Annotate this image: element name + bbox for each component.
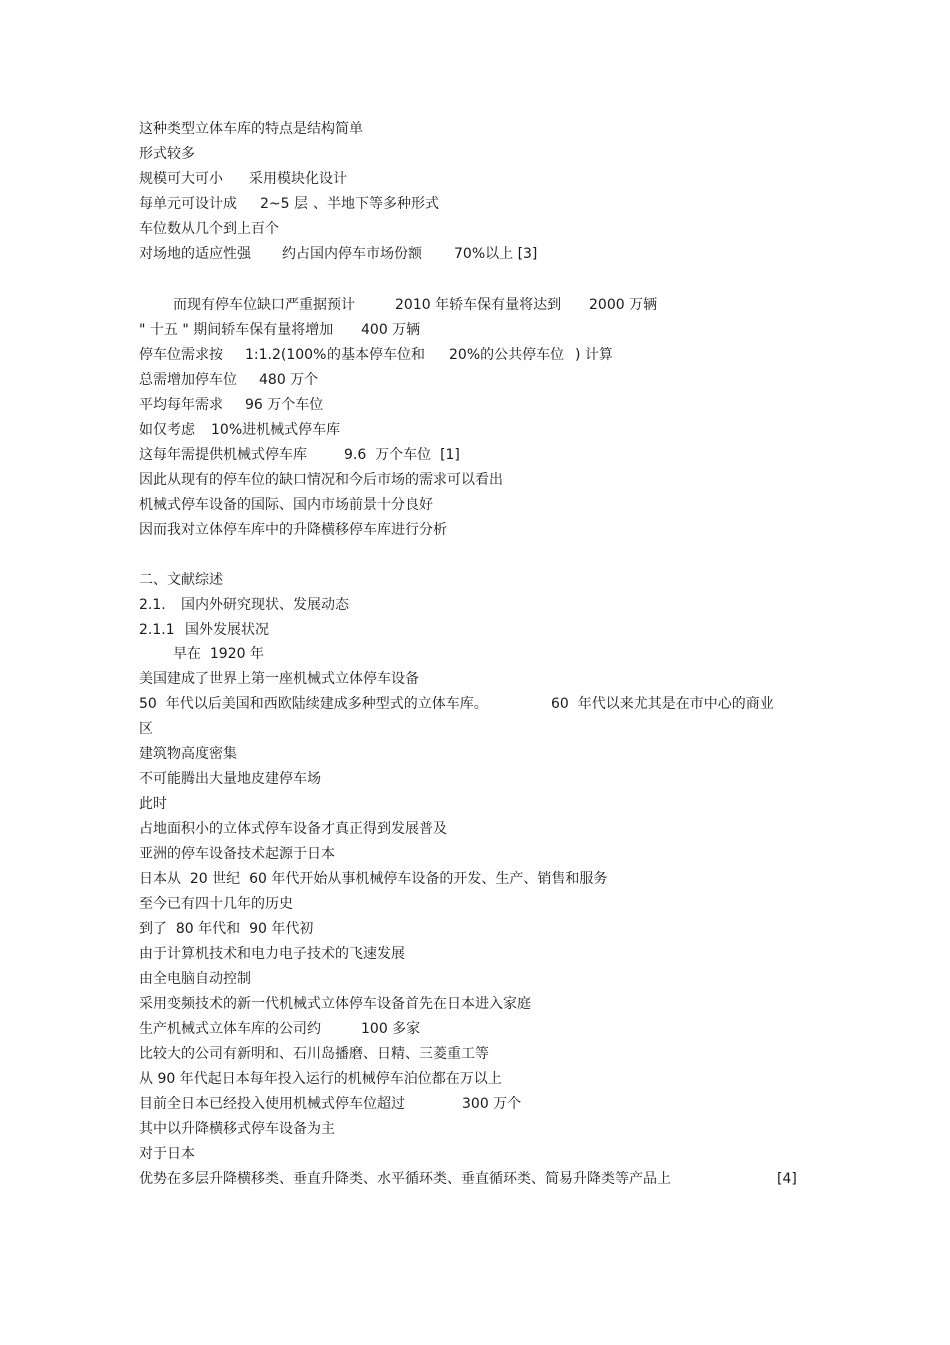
text-segment: 2000 万辆	[589, 297, 658, 313]
text-segment: 300 万个	[462, 1096, 522, 1112]
text-segment: 的基本停车位和	[327, 347, 425, 363]
text-segment: 到了 80 年代和 90 年代初	[139, 921, 314, 937]
text-segment: 建筑物高度密集	[139, 746, 237, 762]
text-segment: 如仅考虑	[139, 422, 195, 438]
text-segment: 至今已有四十几年的历史	[139, 896, 293, 912]
text-segment: 100 多家	[361, 1021, 421, 1037]
text-segment: 对场地的适应性强	[139, 246, 251, 262]
text-segment: 不可能腾出大量地皮建停车场	[139, 771, 321, 787]
text-segment: 而现有停车位缺口严重据预计	[173, 297, 355, 313]
text-segment: 400 万辆	[361, 322, 421, 338]
text-segment: 、半地下等多种形式	[313, 196, 439, 212]
text-segment: 因而我对立体停车库中的升降横移停车库进行分析	[139, 522, 447, 538]
text-segment: 日本从 20 世纪 60 年代开始从事机械停车设备的开发、生产、销售和服务	[139, 871, 608, 887]
text-segment: 总需增加停车位	[139, 372, 237, 388]
text-segment: ) 计算	[575, 347, 613, 363]
text-segment: 约占国内停车市场份额	[282, 246, 422, 262]
text-segment: 这每年需提供机械式停车库	[139, 447, 307, 463]
text-segment: 停车位需求按	[139, 347, 223, 363]
text-segment: 此时	[139, 796, 167, 812]
text-segment: 美国建成了世界上第一座机械式立体停车设备	[139, 671, 419, 687]
text-segment: 9.6 万个车位 [1]	[344, 447, 460, 463]
text-segment: 由于计算机技术和电力电子技术的飞速发展	[139, 946, 405, 962]
text-segment: 机械式停车设备的国际、国内市场前景十分良好	[139, 497, 433, 513]
citation: [4]	[777, 1171, 797, 1187]
text-segment: 其中以升降横移式停车设备为主	[139, 1121, 335, 1137]
text-segment: 480 万个	[259, 372, 319, 388]
text-segment: 早在 1920 年	[173, 646, 264, 662]
text-segment: 二、文献综述	[139, 572, 223, 588]
text-segment: 车位数从几个到上百个	[139, 221, 279, 237]
section-number: 2.1.	[139, 597, 166, 613]
text-segment: 平均每年需求	[139, 397, 223, 413]
text-segment: 这种类型立体车库的特点是结构简单	[139, 121, 363, 137]
text-segment: 10%进机械式停车库	[211, 422, 341, 438]
text-segment: 比较大的公司有新明和、石川岛播磨、日精、三菱重工等	[139, 1046, 489, 1062]
text-segment: 优势在多层升降横移类、垂直升降类、水平循环类、垂直循环类、简易升降类等产品上	[139, 1171, 671, 1187]
text-segment: 2010 年轿车保有量将达到	[395, 297, 562, 313]
text-segment: 生产机械式立体车库的公司约	[139, 1021, 321, 1037]
text-segment: 50 年代以后美国和西欧陆续建成多种型式的立体车库。	[139, 696, 488, 712]
text-segment: 规模可大可小	[139, 171, 223, 187]
text-segment: 亚洲的停车设备技术起源于日本	[139, 846, 335, 862]
text-segment: 采用变频技术的新一代机械式立体停车设备首先在日本进入家庭	[139, 996, 531, 1012]
text-segment: " 十五 " 期间轿车保有量将增加	[139, 322, 334, 338]
text-segment: 目前全日本已经投入使用机械式停车位超过	[139, 1096, 405, 1112]
text-segment: 因此从现有的停车位的缺口情况和今后市场的需求可以看出	[139, 472, 503, 488]
text-segment: 20%的公共停车位	[449, 347, 565, 363]
text-segment: 形式较多	[139, 146, 195, 162]
text-segment: 60 年代以来尤其是在市中心的商业	[551, 696, 774, 712]
text-segment: 采用模块化设计	[249, 171, 347, 187]
text-line	[139, 1170, 797, 1242]
text-segment: 国内外研究现状、发展动态	[181, 597, 349, 613]
text-segment: 从 90 年代起日本每年投入运行的机械停车泊位都在万以上	[139, 1071, 502, 1087]
text-segment: 由全电脑自动控制	[139, 971, 251, 987]
text-segment: 每单元可设计成	[139, 196, 237, 212]
text-segment: 1:1.2(100%	[245, 347, 327, 363]
text-segment: 区	[139, 721, 153, 737]
text-segment: 70%以上 [3]	[454, 246, 538, 262]
text-segment: 2~5 层	[260, 196, 308, 212]
section-number: 2.1.1	[139, 622, 175, 638]
text-segment: 占地面积小的立体式停车设备才真正得到发展普及	[139, 821, 447, 837]
text-segment: 国外发展状况	[185, 622, 269, 638]
text-segment: 对于日本	[139, 1146, 195, 1162]
text-segment: 96 万个车位	[245, 397, 324, 413]
